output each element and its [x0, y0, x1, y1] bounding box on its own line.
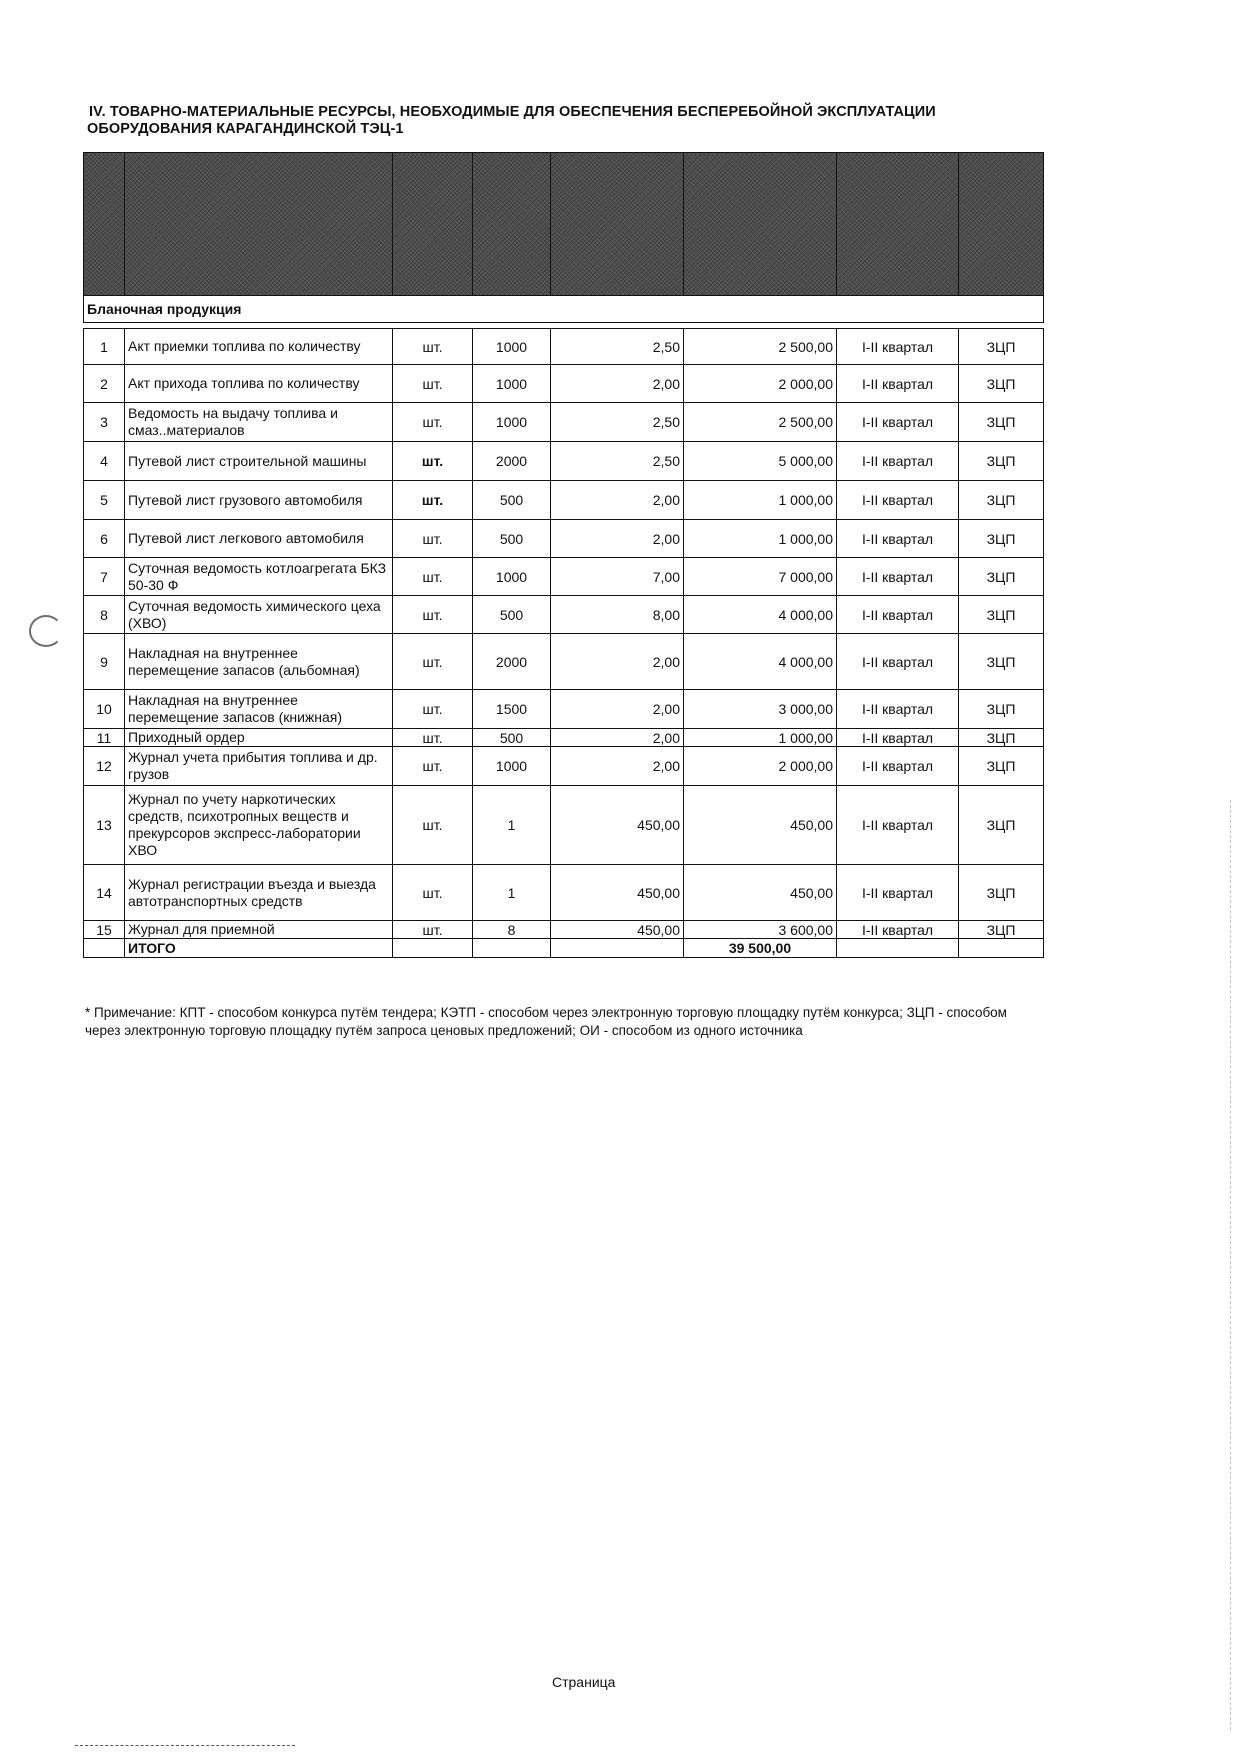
- row-unit: шт.: [393, 520, 473, 558]
- row-price: 2,50: [551, 442, 684, 481]
- document-title: [89, 104, 1049, 138]
- row-price: 8,00: [551, 596, 684, 634]
- header-row: [84, 153, 1044, 296]
- header-cell-period: [837, 153, 959, 296]
- row-name: Журнал учета прибытия топлива и др. грузов: [125, 747, 393, 786]
- row-method: ЗЦП: [959, 747, 1044, 786]
- row-name: Путевой лист грузового автомобиля: [125, 481, 393, 520]
- row-name: Приходный ордер: [125, 729, 393, 747]
- scan-edge-mark: [1230, 800, 1234, 1730]
- row-period: I-II квартал: [837, 690, 959, 729]
- row-method: ЗЦП: [959, 329, 1044, 365]
- row-unit: шт.: [393, 481, 473, 520]
- row-sum: 1 000,00: [684, 729, 837, 747]
- table-row: [84, 729, 1044, 747]
- row-qty: 2000: [473, 634, 551, 690]
- header-cell-qty: [473, 153, 551, 296]
- total-empty-cell: [393, 939, 473, 958]
- row-qty: 1000: [473, 403, 551, 442]
- table-row: [84, 596, 1044, 634]
- row-name: Акт приемки топлива по количеству: [125, 329, 393, 365]
- row-price: 450,00: [551, 786, 684, 865]
- row-qty: 1000: [473, 329, 551, 365]
- header-cell-price: [551, 153, 684, 296]
- row-sum: 2 500,00: [684, 329, 837, 365]
- row-name: Ведомость на выдачу топлива и смаз..материалов: [125, 403, 393, 442]
- row-period: I-II квартал: [837, 558, 959, 596]
- row-sum: 5 000,00: [684, 442, 837, 481]
- row-price: 2,00: [551, 481, 684, 520]
- hole-punch-mark: [29, 615, 63, 647]
- row-qty: 1000: [473, 747, 551, 786]
- row-sum: 2 000,00: [684, 747, 837, 786]
- row-qty: 8: [473, 921, 551, 939]
- header-cell-no: [84, 153, 125, 296]
- row-method: ЗЦП: [959, 520, 1044, 558]
- row-name: Суточная ведомость котлоагрегата БКЗ 50-30 Ф: [125, 558, 393, 596]
- row-no: 7: [84, 558, 125, 596]
- total-empty-cell: [84, 939, 125, 958]
- row-unit: шт.: [393, 747, 473, 786]
- row-unit: шт.: [393, 403, 473, 442]
- row-method: ЗЦП: [959, 365, 1044, 403]
- row-unit: шт.: [393, 634, 473, 690]
- header-cell-method: [959, 153, 1044, 296]
- row-unit: шт.: [393, 596, 473, 634]
- row-period: I-II квартал: [837, 634, 959, 690]
- table-row: [84, 365, 1044, 403]
- total-empty-cell: [959, 939, 1044, 958]
- row-no: 5: [84, 481, 125, 520]
- table-row: [84, 558, 1044, 596]
- table-row: [84, 921, 1044, 939]
- row-unit: шт.: [393, 921, 473, 939]
- row-price: 2,00: [551, 365, 684, 403]
- row-sum: 450,00: [684, 786, 837, 865]
- row-price: 2,00: [551, 729, 684, 747]
- row-no: 9: [84, 634, 125, 690]
- footnote: * Примечание: КПТ - способом конкурса путём тендера; КЭТП - способом через электронную торговую площадку путём конкурса; ЗЦП - способом через электронную торговую площадку путём запроса ценовых предложений; ОИ - способом из одного источника: [85, 1005, 1007, 1038]
- table-row: [84, 329, 1044, 365]
- row-sum: 3 600,00: [684, 921, 837, 939]
- header-cell-name: [125, 153, 393, 296]
- row-period: I-II квартал: [837, 865, 959, 921]
- row-period: I-II квартал: [837, 520, 959, 558]
- row-period: I-II квартал: [837, 921, 959, 939]
- row-name: Журнал регистрации въезда и выезда автотранспортных средств: [125, 865, 393, 921]
- row-sum: 4 000,00: [684, 596, 837, 634]
- row-name: Суточная ведомость химического цеха (ХВО): [125, 596, 393, 634]
- row-unit: шт.: [393, 442, 473, 481]
- row-no: 2: [84, 365, 125, 403]
- row-price: 2,00: [551, 634, 684, 690]
- table-row: [84, 520, 1044, 558]
- row-no: 6: [84, 520, 125, 558]
- row-price: 2,50: [551, 329, 684, 365]
- table-row: [84, 481, 1044, 520]
- row-method: ЗЦП: [959, 786, 1044, 865]
- row-sum: 2 500,00: [684, 403, 837, 442]
- row-method: ЗЦП: [959, 596, 1044, 634]
- title-line-2: ОБОРУДОВАНИЯ КАРАГАНДИНСКОЙ ТЭЦ-1: [87, 121, 404, 137]
- row-name: Накладная на внутреннее перемещение запасов (альбомная): [125, 634, 393, 690]
- row-qty: 1000: [473, 365, 551, 403]
- row-period: I-II квартал: [837, 403, 959, 442]
- row-name: Журнал для приемной: [125, 921, 393, 939]
- total-label: ИТОГО: [125, 939, 393, 958]
- row-sum: 7 000,00: [684, 558, 837, 596]
- row-qty: 500: [473, 520, 551, 558]
- row-period: I-II квартал: [837, 747, 959, 786]
- row-no: 12: [84, 747, 125, 786]
- row-no: 14: [84, 865, 125, 921]
- row-no: 15: [84, 921, 125, 939]
- row-name: Журнал по учету наркотических средств, психотропных веществ и прекурсоров экспресс-лаборатории ХВО: [125, 786, 393, 865]
- row-unit: шт.: [393, 558, 473, 596]
- row-name: Накладная на внутреннее перемещение запасов (книжная): [125, 690, 393, 729]
- row-method: ЗЦП: [959, 442, 1044, 481]
- header-cell-sum: [684, 153, 837, 296]
- header-cell-unit: [393, 153, 473, 296]
- resources-table: [83, 152, 1044, 958]
- row-method: ЗЦП: [959, 865, 1044, 921]
- row-qty: 1: [473, 865, 551, 921]
- row-no: 4: [84, 442, 125, 481]
- row-no: 13: [84, 786, 125, 865]
- row-period: I-II квартал: [837, 442, 959, 481]
- row-unit: шт.: [393, 365, 473, 403]
- row-unit: шт.: [393, 786, 473, 865]
- row-method: ЗЦП: [959, 558, 1044, 596]
- table-row: [84, 865, 1044, 921]
- row-period: I-II квартал: [837, 596, 959, 634]
- row-method: ЗЦП: [959, 634, 1044, 690]
- row-method: ЗЦП: [959, 403, 1044, 442]
- row-qty: 2000: [473, 442, 551, 481]
- row-sum: 3 000,00: [684, 690, 837, 729]
- row-price: 2,00: [551, 747, 684, 786]
- total-row: [84, 939, 1044, 958]
- total-sum: 39 500,00: [684, 939, 837, 958]
- table-row: [84, 634, 1044, 690]
- row-unit: шт.: [393, 865, 473, 921]
- row-method: ЗЦП: [959, 690, 1044, 729]
- row-no: 3: [84, 403, 125, 442]
- row-sum: 450,00: [684, 865, 837, 921]
- total-empty-cell: [473, 939, 551, 958]
- row-price: 450,00: [551, 865, 684, 921]
- row-no: 10: [84, 690, 125, 729]
- row-unit: шт.: [393, 729, 473, 747]
- row-price: 7,00: [551, 558, 684, 596]
- row-period: I-II квартал: [837, 365, 959, 403]
- row-no: 1: [84, 329, 125, 365]
- row-qty: 500: [473, 481, 551, 520]
- row-period: I-II квартал: [837, 729, 959, 747]
- table-row: [84, 403, 1044, 442]
- total-empty-cell: [551, 939, 684, 958]
- row-method: ЗЦП: [959, 481, 1044, 520]
- row-name: Акт прихода топлива по количеству: [125, 365, 393, 403]
- total-empty-cell: [837, 939, 959, 958]
- row-qty: 1500: [473, 690, 551, 729]
- row-period: I-II квартал: [837, 481, 959, 520]
- section-title: Бланочная продукция: [84, 296, 1044, 323]
- row-qty: 1000: [473, 558, 551, 596]
- page-footer: Страница: [552, 1674, 616, 1690]
- row-price: 450,00: [551, 921, 684, 939]
- table-row: [84, 690, 1044, 729]
- row-sum: 4 000,00: [684, 634, 837, 690]
- table-row: [84, 442, 1044, 481]
- section-row: [84, 296, 1044, 323]
- row-method: ЗЦП: [959, 921, 1044, 939]
- row-unit: шт.: [393, 690, 473, 729]
- row-sum: 2 000,00: [684, 365, 837, 403]
- row-sum: 1 000,00: [684, 520, 837, 558]
- row-no: 8: [84, 596, 125, 634]
- title-line-1: IV. ТОВАРНО-МАТЕРИАЛЬНЫЕ РЕСУРСЫ, НЕОБХОДИМЫЕ ДЛЯ ОБЕСПЕЧЕНИЯ БЕСПЕРЕБОЙНОЙ ЭКСПЛУАТАЦИИ: [89, 104, 936, 120]
- row-period: I-II квартал: [837, 329, 959, 365]
- row-unit: шт.: [393, 329, 473, 365]
- scan-bottom-mark: [75, 1745, 295, 1747]
- row-price: 2,00: [551, 690, 684, 729]
- row-period: I-II квартал: [837, 786, 959, 865]
- row-no: 11: [84, 729, 125, 747]
- row-sum: 1 000,00: [684, 481, 837, 520]
- table-row: [84, 786, 1044, 865]
- table-row: [84, 747, 1044, 786]
- row-qty: 1: [473, 786, 551, 865]
- row-method: ЗЦП: [959, 729, 1044, 747]
- row-price: 2,50: [551, 403, 684, 442]
- row-qty: 500: [473, 729, 551, 747]
- row-price: 2,00: [551, 520, 684, 558]
- row-name: Путевой лист легкового автомобиля: [125, 520, 393, 558]
- row-qty: 500: [473, 596, 551, 634]
- row-name: Путевой лист строительной машины: [125, 442, 393, 481]
